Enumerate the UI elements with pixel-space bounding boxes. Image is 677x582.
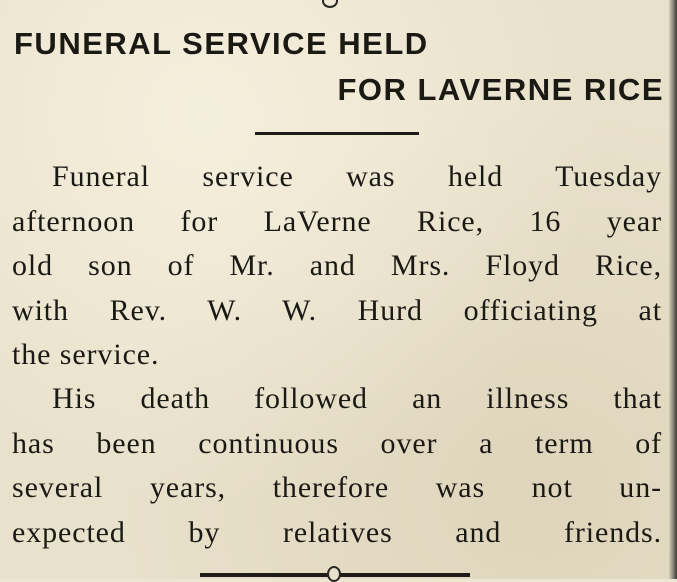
paragraph-1-line: with Rev. W. W. Hurd officiating at — [12, 293, 662, 327]
bottom-ornament — [327, 566, 341, 582]
paragraph-2-line: has been continuous over a term of — [12, 426, 662, 460]
paragraph-2-line: His death followed an illness that — [52, 382, 662, 415]
paragraph-1-line: Funeral service was held Tuesday — [52, 160, 662, 193]
clipping-edge — [669, 0, 677, 579]
paragraph-1 — [12, 155, 662, 378]
headline-line-2: FOR LAVERNE RICE — [337, 72, 664, 107]
paragraph-1-line: old son of Mr. and Mrs. Floyd Rice, — [12, 249, 662, 283]
paragraph-1-line: the service. — [12, 338, 160, 372]
paragraph-2-line: expected by relatives and friends. — [12, 515, 662, 549]
headline-divider — [255, 132, 419, 135]
headline-line-1: FUNERAL SERVICE HELD — [14, 26, 429, 61]
top-ornament — [322, 0, 338, 8]
paragraph-2 — [12, 377, 662, 555]
paragraph-1-line: afternoon for LaVerne Rice, 16 year — [12, 204, 662, 238]
paragraph-2-line: several years, therefore was not un- — [12, 471, 662, 505]
